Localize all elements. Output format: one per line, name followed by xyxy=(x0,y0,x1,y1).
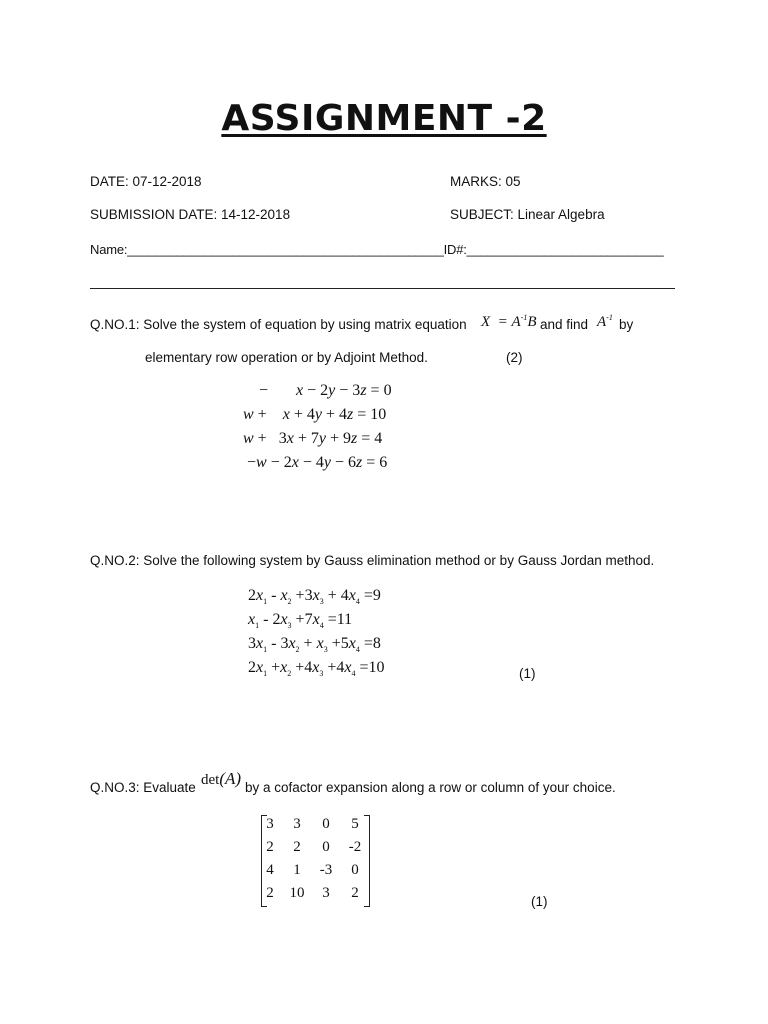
matrix-cell: 0 xyxy=(322,839,330,855)
q1-marks: (2) xyxy=(506,350,523,365)
q1-text-d: elementary row operation or by Adjoint Method. xyxy=(145,350,428,365)
matrix-cell: 10 xyxy=(289,885,305,901)
name-id-line: Name:_____________________________________________ID#:____________________________ xyxy=(90,242,664,257)
matrix-cell: 3 xyxy=(293,816,301,832)
matrix-cell: -3 xyxy=(319,862,333,878)
q3-text-a: Q.NO.3: Evaluate xyxy=(90,780,196,795)
q1-text-a: Q.NO.1: Solve the system of equation by using matrix equation xyxy=(90,317,467,332)
q1-matrix-equation: $X = A^{-1}B$ xyxy=(481,313,537,330)
matrix-cell: -2 xyxy=(348,839,362,855)
q2-equation-1: $2x_1 - x_2 +3x_3 + 4x_4 =9$ xyxy=(248,587,381,607)
matrix-cell: 2 xyxy=(351,885,359,901)
separator-line xyxy=(90,288,675,289)
q2-marks: (1) xyxy=(519,666,536,681)
matrix-cell: 1 xyxy=(293,862,301,878)
q2-equation-4: $2x_1 +x_2 +4x_3 +4x_4 =10$ xyxy=(248,659,385,679)
q1-equation-2: w + x + 4y + 4z = 10 xyxy=(243,406,387,423)
submission-date-label: SUBMISSION DATE: 14-12-2018 xyxy=(90,207,291,222)
matrix-cell: 0 xyxy=(322,816,330,832)
q1-text-b: and find xyxy=(540,317,589,332)
q1-a-inverse: $A^{-1}$ xyxy=(597,313,613,330)
matrix-cell: 5 xyxy=(351,816,359,832)
q1-equation-4: −w − 2x − 4y − 6z = 6 xyxy=(247,454,388,471)
matrix-cell: 4 xyxy=(266,862,274,878)
marks-label: MARKS: 05 xyxy=(450,174,521,189)
q1-equation-3: w + 3x + 7y + 9z = 4 xyxy=(243,430,383,447)
q1-equation-1: − x − 2y − 3z = 0 xyxy=(259,382,392,399)
matrix-cell: 2 xyxy=(266,839,274,855)
matrix-cell: 3 xyxy=(322,885,330,901)
q3-det-expression: det(A) xyxy=(201,769,242,788)
q3-marks: (1) xyxy=(531,894,548,909)
matrix-cell: 2 xyxy=(266,885,274,901)
date-label: DATE: 07-12-2018 xyxy=(90,174,202,189)
q3-matrix xyxy=(261,815,370,907)
q2-equation-3: $3x_1 - 3x_2 + x_3 +5x_4 =8$ xyxy=(248,635,381,655)
subject-label: SUBJECT: Linear Algebra xyxy=(450,207,605,222)
q2-text: Q.NO.2: Solve the following system by Gauss elimination method or by Gauss Jordan method. xyxy=(90,553,655,568)
q3-text-b: by a cofactor expansion along a row or column of your choice. xyxy=(245,780,616,795)
matrix-cell: 2 xyxy=(293,839,301,855)
matrix-cell: 0 xyxy=(351,862,359,878)
matrix-cell: 3 xyxy=(266,816,274,832)
page-title: ASSIGNMENT -2 xyxy=(221,98,547,139)
q1-text-c: by xyxy=(619,317,634,332)
q2-equation-2: $x_1 - 2x_3 +7x_4 =11$ xyxy=(248,611,353,631)
